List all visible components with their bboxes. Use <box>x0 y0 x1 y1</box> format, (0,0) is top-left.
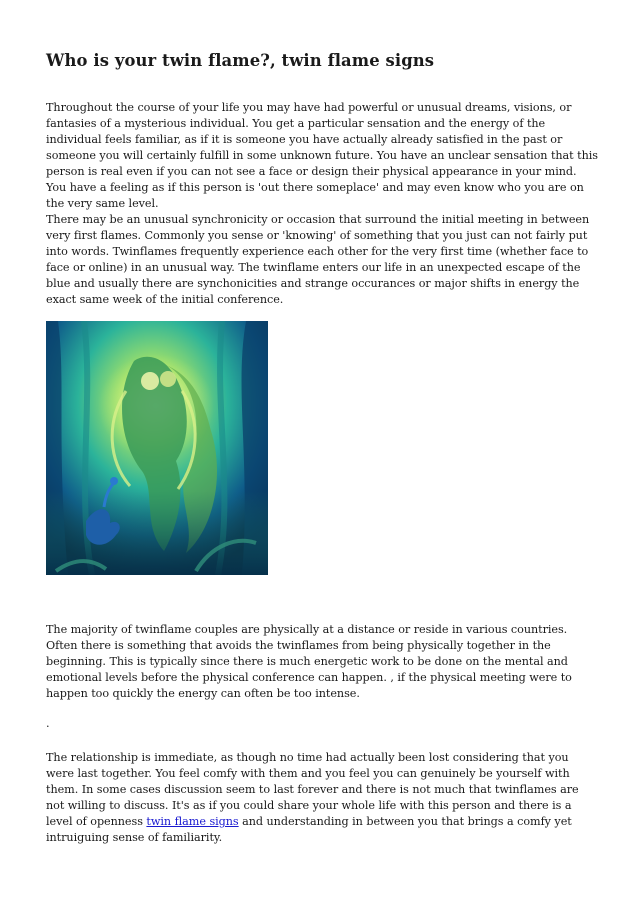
page-title: Who is your twin flame?, twin flame signs <box>46 51 435 70</box>
paragraph-2: There may be an unusual synchronicity or occasion that surround the initial meeting in between very first flames. Commonly you sense or 'knowing' of something that you just can not fairly put into words. Twinflames frequently experience each other for the very first time (whether face to face or online) in an unusual way. The twinflame enters our life in an unexpected escape of the blue and usually there are synchonicities and strange occurances or major shifts in energy the exact same week of the initial conference. <box>46 213 590 306</box>
twin-flame-signs-link[interactable]: twin flame signs <box>146 815 239 828</box>
twin-flame-artwork-image <box>46 321 268 575</box>
paragraph-4: . <box>46 717 50 730</box>
paragraph-3: The majority of twinflame couples are physically at a distance or reside in various countries. Often there is something that avoids the twinflames from being physically together in the beginning. This is typically since there is much energetic work to be done on the mental and emotional levels before the physical conference can happen. , if the physical meeting were to happen too quickly the energy can often be too intense. <box>46 623 572 700</box>
paragraph-5-text-before: The relationship is immediate, as though no time had actually been lost considering that you were last together. You feel comfy with them and you feel you can genuinely be yourself with them. In some cases discussion seem to last forever and there is not much that twinflames are not willing to discuss. It's as if you could share your whole life with this person and there is a level of openness <box>46 751 579 828</box>
paragraph-1: Throughout the course of your life you may have had powerful or unusual dreams, visions, or fantasies of a mysterious individual. You get a particular sensation and the energy of the individual feels familiar, as if it is someone you have actually already satisfied in the past or someone you will certainly fulfill in some unknown future. You have an unclear sensation that this person is real even if you can not see a face or design their physical appearance in your mind. You have a feeling as if this person is 'out there someplace' and may even know who you are on the very same level. <box>46 101 598 210</box>
paragraph-5 <box>46 750 598 846</box>
paragraph-5-text-after: and understanding in between you that brings a comfy yet intruiguing sense of familiarity. <box>46 815 572 844</box>
